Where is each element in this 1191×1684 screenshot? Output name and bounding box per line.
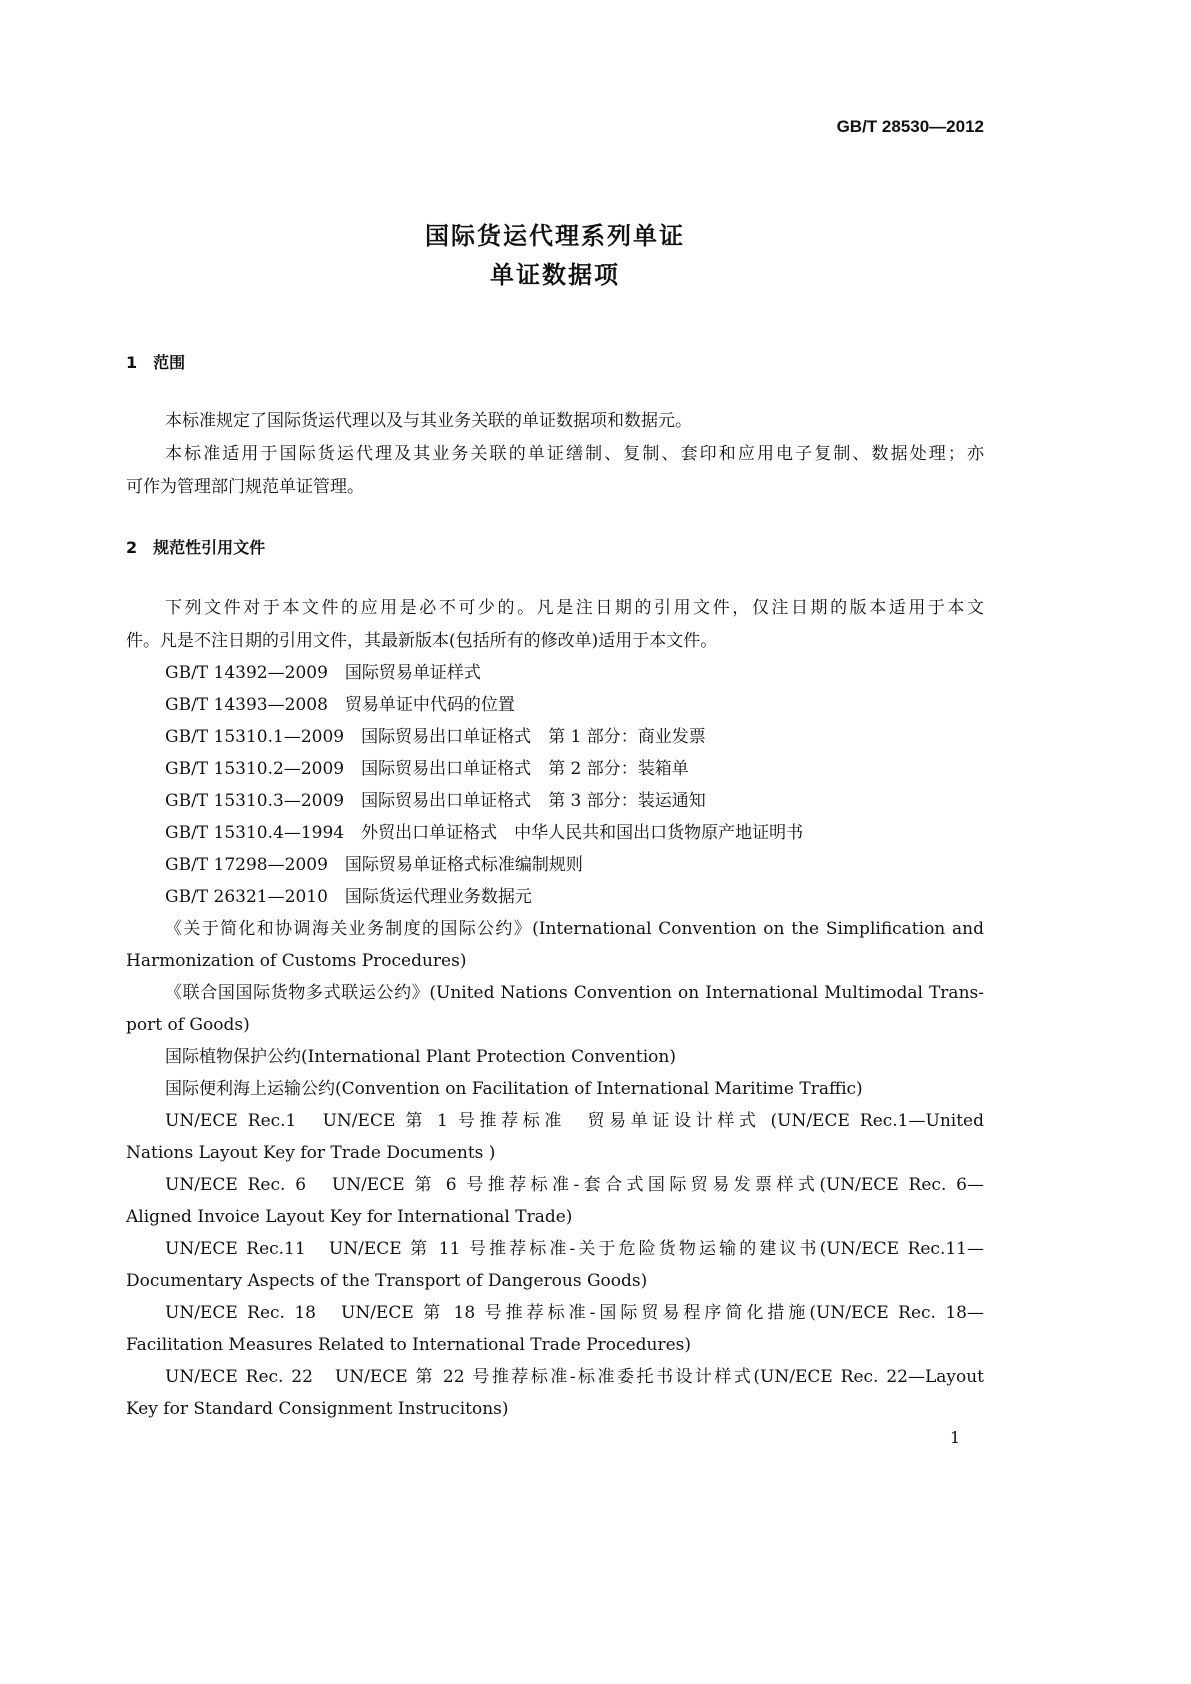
standard-number: GB/T 28530—2012 — [836, 117, 984, 136]
paragraph-line: 下列文件对于本文件的应用是必不可少的。凡是注日期的引用文件，仅注日期的版本适用于本文 — [165, 598, 984, 618]
page-number: 1 — [950, 1428, 961, 1447]
reference-item: GB/T 14392—2009 国际贸易单证样式 — [165, 663, 481, 683]
reference-item: UN/ECE Rec. 22 UN/ECE 第 22 号推荐标准-标准委托书设计样式(UN/ECE Rec. 22—Layout — [165, 1367, 984, 1387]
reference-item: UN/ECE Rec.1 UN/ECE 第 1 号推荐标准 贸易单证设计样式 (UN/ECE Rec.1—United — [165, 1111, 984, 1131]
reference-item-cont: Harmonization of Customs Procedures) — [126, 951, 467, 971]
reference-item-cont: Aligned Invoice Layout Key for International Trade) — [126, 1207, 573, 1227]
reference-item: GB/T 26321—2010 国际货运代理业务数据元 — [165, 887, 532, 907]
reference-item-cont: Documentary Aspects of the Transport of Dangerous Goods) — [126, 1271, 648, 1291]
reference-item: 《联合国国际货物多式联运公约》(United Nations Convention on International Multimodal Trans- — [165, 983, 984, 1003]
reference-item: GB/T 15310.2—2009 国际贸易出口单证格式 第 2 部分：装箱单 — [165, 759, 689, 779]
reference-item-cont: Key for Standard Consignment Instrucitons) — [126, 1399, 509, 1419]
paragraph-line: 本标准适用于国际货运代理及其业务关联的单证缮制、复制、套印和应用电子复制、数据处理；亦 — [165, 444, 984, 464]
reference-item: GB/T 14393—2008 贸易单证中代码的位置 — [165, 695, 515, 715]
reference-item: GB/T 15310.1—2009 国际贸易出口单证格式 第 1 部分：商业发票 — [165, 727, 706, 747]
reference-item-cont: Facilitation Measures Related to International Trade Procedures) — [126, 1335, 692, 1355]
reference-item: 国际便利海上运输公约(Convention on Facilitation of International Maritime Traffic) — [165, 1079, 863, 1099]
reference-item-cont: port of Goods) — [126, 1015, 250, 1035]
paragraph-line: 件。凡是不注日期的引用文件，其最新版本(包括所有的修改单)适用于本文件。 — [126, 631, 718, 651]
document-subtitle: 单证数据项 — [490, 261, 620, 289]
paragraph-line: 可作为管理部门规范单证管理。 — [126, 477, 364, 497]
reference-item: 《关于简化和协调海关业务制度的国际公约》(International Convention on the Simplification and — [165, 919, 984, 939]
reference-item: UN/ECE Rec.11 UN/ECE 第 11 号推荐标准-关于危险货物运输的建议书(UN/ECE Rec.11— — [165, 1239, 984, 1259]
reference-item: GB/T 17298—2009 国际贸易单证格式标准编制规则 — [165, 855, 583, 875]
reference-item: 国际植物保护公约(International Plant Protection Convention) — [165, 1047, 676, 1067]
reference-item: GB/T 15310.3—2009 国际贸易出口单证格式 第 3 部分：装运通知 — [165, 791, 706, 811]
reference-item: UN/ECE Rec. 6 UN/ECE 第 6 号推荐标准-套合式国际贸易发票样式(UN/ECE Rec. 6— — [165, 1175, 984, 1195]
reference-item-cont: Nations Layout Key for Trade Documents ) — [126, 1143, 496, 1163]
reference-item: UN/ECE Rec. 18 UN/ECE 第 18 号推荐标准-国际贸易程序简化措施(UN/ECE Rec. 18— — [165, 1303, 984, 1323]
section-heading: 1 范围 — [126, 353, 186, 372]
paragraph-line: 本标准规定了国际货运代理以及与其业务关联的单证数据项和数据元。 — [165, 411, 692, 431]
reference-item: GB/T 15310.4—1994 外贸出口单证格式 中华人民共和国出口货物原产地证明书 — [165, 823, 804, 843]
document-title: 国际货运代理系列单证 — [425, 222, 685, 250]
section-heading: 2 规范性引用文件 — [126, 538, 266, 557]
